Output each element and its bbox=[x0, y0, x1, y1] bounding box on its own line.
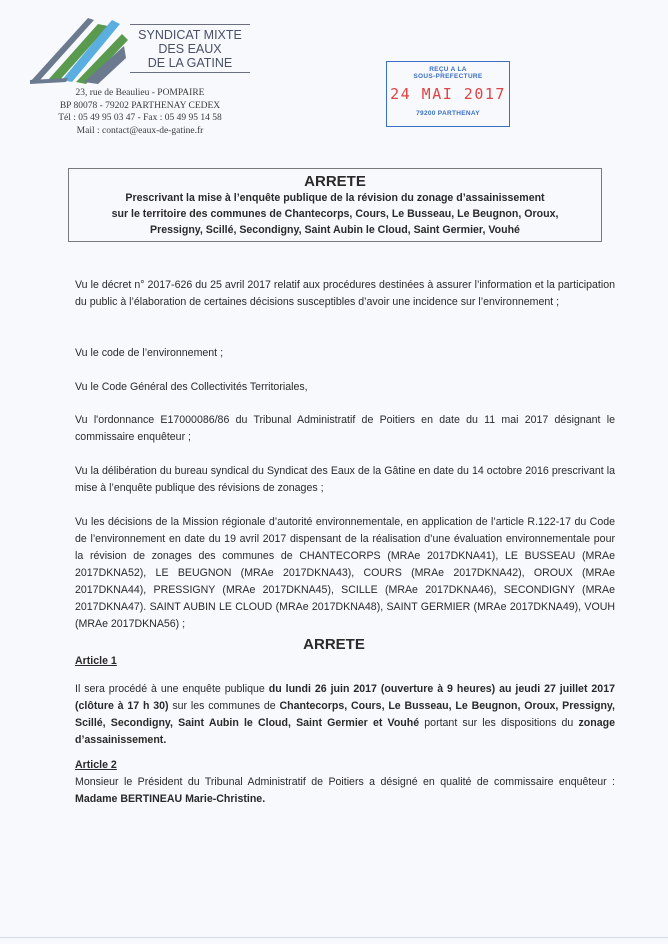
consideration-deliberation: Vu la délibération du bureau syndical du Syndicat des Eaux de la Gâtine en date du 14 octobre 2016 prescrivant la mise à l’enquête publique des révisions de zonages ; bbox=[75, 465, 615, 494]
stamp-line2: SOUS-PREFECTURE bbox=[413, 73, 483, 80]
title-subtitle-line: Pressigny, Scillé, Secondigny, Saint Aubin le Cloud, Saint Germier, Vouhé bbox=[150, 224, 520, 236]
page-edge-divider bbox=[0, 937, 668, 938]
article1-dates: du lundi 26 juin 2017 (ouverture à 9 heures) au jeudi 27 juillet 2017 (clôture à 17 h 30) bbox=[75, 683, 615, 712]
address-street: 23, rue de Beaulieu - POMPAIRE bbox=[75, 88, 205, 98]
organization-address bbox=[40, 87, 240, 137]
article1-communes: Chantecorps, Cours, Le Busseau, Le Beugnon, Oroux, Pressigny, Scillé, Secondigny, Saint Aubin le Cloud, Saint Germier et Vouhé bbox=[75, 700, 615, 729]
article1-text: Il sera procédé à une enquête publique bbox=[75, 683, 269, 695]
article1-heading: Article 1 bbox=[75, 655, 117, 667]
decision-heading: ARRETE bbox=[303, 636, 365, 653]
article2-body bbox=[75, 774, 615, 808]
article1-text: portant sur les dispositions du bbox=[419, 717, 579, 729]
article2-heading: Article 2 bbox=[75, 759, 117, 771]
stamp-date: 24 MAI 2017 bbox=[390, 85, 506, 103]
reception-stamp bbox=[386, 61, 510, 127]
consideration-decree: Vu le décret n° 2017-626 du 25 avril 2017 relatif aux procédures destinées à assurer l’information et la participation du public à l’élaboration de certaines décisions susceptibles d’avoir une incidence sur l’environnement ; bbox=[75, 279, 615, 308]
commissioner-name: Madame BERTINEAU Marie-Christine. bbox=[75, 793, 266, 805]
article1-text: sur les communes de bbox=[168, 700, 280, 712]
title-heading: ARRETE bbox=[304, 173, 366, 190]
syndicat-logo-icon bbox=[28, 10, 128, 86]
address-postal: BP 80078 - 79202 PARTHENAY CEDEX bbox=[59, 100, 221, 111]
consideration-env-code: Vu le code de l’environnement ; bbox=[75, 347, 224, 359]
title-subtitle-line: Prescrivant la mise à l’enquête publique de la révision du zonage d’assainissement bbox=[125, 192, 545, 204]
stamp-line1: REÇU A LA bbox=[429, 66, 467, 73]
title-subtitle-line: sur le territoire des communes de Chantecorps, Cours, Le Busseau, Le Beugnon, Oroux, bbox=[111, 208, 559, 220]
article1-subject: zonage d’assainissement. bbox=[75, 717, 615, 746]
organization-name bbox=[130, 24, 250, 73]
stamp-city: 79200 PARTHENAY bbox=[416, 110, 480, 117]
consideration-cgct: Vu le Code Général des Collectivités Territoriales, bbox=[75, 381, 308, 393]
address-email: Mail : contact@eaux-de-gatine.fr bbox=[76, 125, 204, 136]
consideration-mrae: Vu les décisions de la Mission régionale d’autorité environnementale, en application de l’article R.122-17 du Code de l’environnement en date du 19 avril 2017 dispensant de la réalisation d’une évaluation environnementale pour la révision de zonages des communes de CHANTECORPS (MRAe 2017DKNA41), LE BUSSEAU (MRAe 2017DKNA52), LE BEUGNON (MRAe 2017DKNA43), COURS (MRAe 2017DKNA42), OROUX (MRAe 2017DKNA44), PRESSIGNY (MRAe 2017DKNA45), SCILLE (MRAe 2017DKNA46), SECONDIGNY (MRAe 2017DKNA47). SAINT AUBIN LE CLOUD (MRAe 2017DKNA48), SAINT GERMIER (MRAe 2017DKNA49), VOUH (MRAe 2017DKNA56) ; bbox=[75, 516, 615, 630]
article2-text: Monsieur le Président du Tribunal Administratif de Poitiers a désigné en qualité de commissaire enquêteur : bbox=[75, 776, 615, 788]
title-box bbox=[68, 168, 602, 242]
consideration-ordonnance: Vu l'ordonnance E17000086/86 du Tribunal Administratif de Poitiers en date du 11 mai 2017 désignant le commissaire enquêteur ; bbox=[75, 414, 615, 443]
address-phone-fax: Tél : 05 49 95 03 47 - Fax : 05 49 95 14 58 bbox=[58, 113, 222, 123]
org-name-line: DE LA GATINE bbox=[147, 56, 233, 70]
org-name-line: SYNDICAT MIXTE bbox=[138, 28, 242, 42]
article1-body bbox=[75, 681, 615, 749]
org-name-line: DES EAUX bbox=[158, 42, 222, 56]
